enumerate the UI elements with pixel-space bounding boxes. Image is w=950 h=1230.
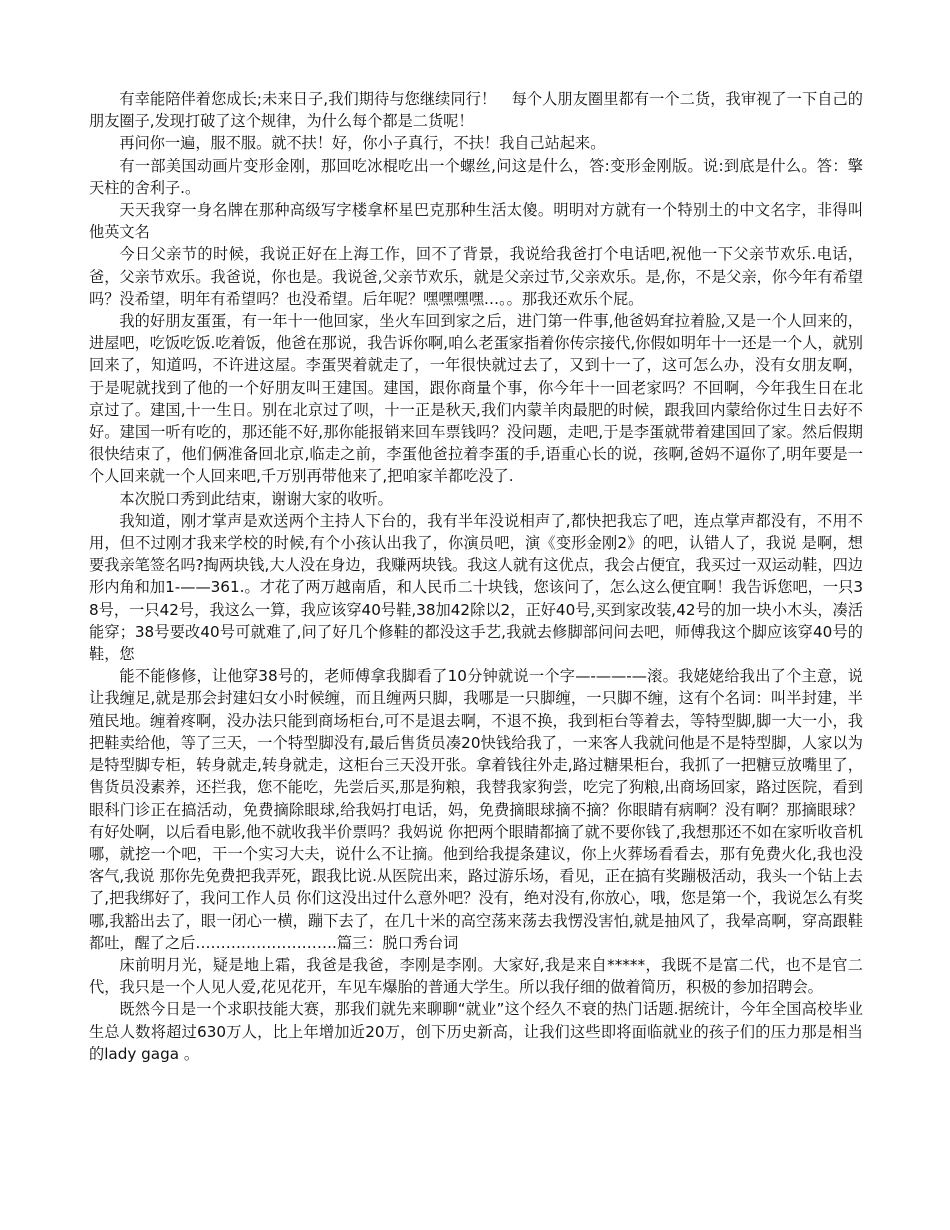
paragraph: 能不能修修，让他穿38号的，老师傅拿我脚看了10分钟就说一个字—-——-—滚。我姥姥给我出了个主意，说让我缠足,就是那会封建妇女小时候缠，而且缠两只脚，我哪是一只脚缠，一只脚不缠，这有个名词：叫半封建，半殖民地。缠着疼啊，没办法只能到商场柜台,可不是退去啊，不退不换，我到柜台等着去，等特型脚,脚一大一小，我把鞋卖给他，等了三天，一个特型脚没有,最后售货员凑20快钱给我了，一来客人我就问他是不是特型脚，人家以为是特型脚专柜，转身就走,转身就走，这柜台三天没开张。拿着钱往外走,路过糖果柜台，我抓了一把糖豆放嘴里了，售货员没素养，还拦我，您不能吃，先尝后买,那是狗粮，我替我家狗尝，吃完了狗粮,出商场回家，路过医院，看到眼科门诊正在搞活动，免费摘除眼球,给我妈打电话，妈，免费摘眼球摘不摘？你眼睛有病啊？没有啊？那摘眼球？有好处啊，以后看电影,他不就收我半价票吗？我妈说 你把两个眼睛都摘了就不要你钱了,我想那还不如在家听收音机哪，就挖一个吧，干一个实习大夫，说什么不让摘。他到给我提条建议，你上火葬场看看去，那有免费火化,我也没客气,我说 那你先免费把我弄死，跟我比说.从医院出来，路过游乐场，看见，正在搞有奖蹦极活动，我头一个钻上去了,把我绑好了，我问工作人员 你们这没出过什么意外吧？没有，绝对没有,你放心，哦，您是第一个，我说怎么有奖哪,我豁出去了，眼一闭心一横，蹦下去了，在几十米的高空荡来荡去我愣没害怕,就是抽风了，我晕高啊，穿高跟鞋都吐，醒了之后……………………….篇三：脱口秀台词 <box>89 667 863 952</box>
paragraph: 本次脱口秀到此结束，谢谢大家的收听。 <box>119 489 393 508</box>
paragraph: 有一部美国动画片变形金刚，那回吃冰棍吃出一个螺丝,问这是什么，答:变形金刚版。说:到底是什么。答：擎天柱的舍利子.。 <box>89 156 863 197</box>
paragraph: 我知道，刚才掌声是欢送两个主持人下台的，我有半年没说相声了,都快把我忘了吧，连点掌声都没有，不用不用，但不过刚才我来学校的时候,有个小孩认出我了，你演员吧，演《变形金刚2》的吧，认错人了，我说 是啊，想要我亲笔签名吗?掏两块钱,大人没在身边，我赚两块钱。我这人就有这优点，我会占便宜，我买过一双运动鞋，四边形内角和加1-——361.。才花了两万越南盾，和人民币二十块钱，您该问了，怎么这么便宜啊！我告诉您吧，一只38号，一只42号，我这么一算，我应该穿40号鞋,38加42除以2，正好40号,买到家改装,42号的加一块小木头，凑活能穿；38号要改40号可就难了,问了好几个修鞋的都没这手艺,我就去修脚部问问去吧，师傅我这个脚应该穿40号的鞋，您 <box>89 511 863 664</box>
paragraph: 有幸能陪伴着您成长;未来日子,我们期待与您继续同行！ 每个人朋友圈里都有一个二货，我审视了一下自己的朋友圈子,发现打破了这个规律，为什么每个都是二货呢！ <box>89 90 863 131</box>
paragraph: 我的好朋友蛋蛋，有一年十一他回家，坐火车回到家之后，进门第一件事,他爸妈耷拉着脸,又是一个人回来的，进屋吧，吃饭吃饭.吃着饭，他爸在那说，我告诉你啊,咱么老蛋家指着你传宗接代,你假如明年十一还是一个人，就别回来了，知道吗，不许进这屋。李蛋哭着就走了，一年很快就过去了，又到十一了，这可怎么办，没有女朋友啊，于是呢就找到了他的一个好朋友叫王建国。建国，跟你商量个事，你今年十一回老家吗？不回啊，今年我生日在北京过了。建国,十一生日。别在北京过了呗，十一正是秋天,我们内蒙羊肉最肥的时候，跟我回内蒙给你过生日去好不好。建国一听有吃的，那还能不好,那你能报销来回车票钱吗？没问题，走吧,于是李蛋就带着建国回了家。然后假期很快结束了，他们俩准备回北京,临走之前，李蛋他爸拉着李蛋的手,语重心长的说，孩啊,爸妈不逼你了,明年要是一个人回来就一个人回来吧,千万别再带他来了,把咱家羊都吃没了. <box>89 312 863 486</box>
paragraph: 床前明月光，疑是地上霜，我爸是我爸，李刚是李刚。大家好,我是来自*****，我既不是富二代，也不是官二代，我只是一个人见人爱,花见花开，车见车爆胎的普通大学生。所以我仔细的做着简历，积极的参加招聘会。 <box>89 955 863 997</box>
paragraph: 再问你一遍，服不服。就不扶！好，你小子真行，不扶！我自己站起来。 <box>119 134 606 153</box>
paragraph: 今日父亲节的时候，我说正好在上海工作，回不了背景，我说给我爸打个电话吧,祝他一下父亲节欢乐.电话，爸，父亲节欢乐。我爸说，你也是。我说爸,父亲节欢乐，就是父亲过节,父亲欢乐。是,你，不是父亲，你今年有希望吗？没希望，明年有希望吗？也没希望。后年呢？嘿嘿嘿嘿…。。那我还欢乐个屁。 <box>89 245 863 308</box>
paragraph: 既然今日是一个求职技能大赛，那我们就先来聊聊“就业”这个经久不衰的热门话题.据统计，今年全国高校毕业生总人数将超过630万人，比上年增加近20万，创下历史新高，让我们这些即将面临就业的孩子们的压力那是相当的lady gaga 。 <box>89 1000 863 1063</box>
document-body <box>89 88 863 1065</box>
paragraph: 天天我穿一身名牌在那种高级写字楼拿杯星巴克那种生活太傻。明明对方就有一个特别土的中文名字，非得叫他英文名 <box>89 201 863 242</box>
